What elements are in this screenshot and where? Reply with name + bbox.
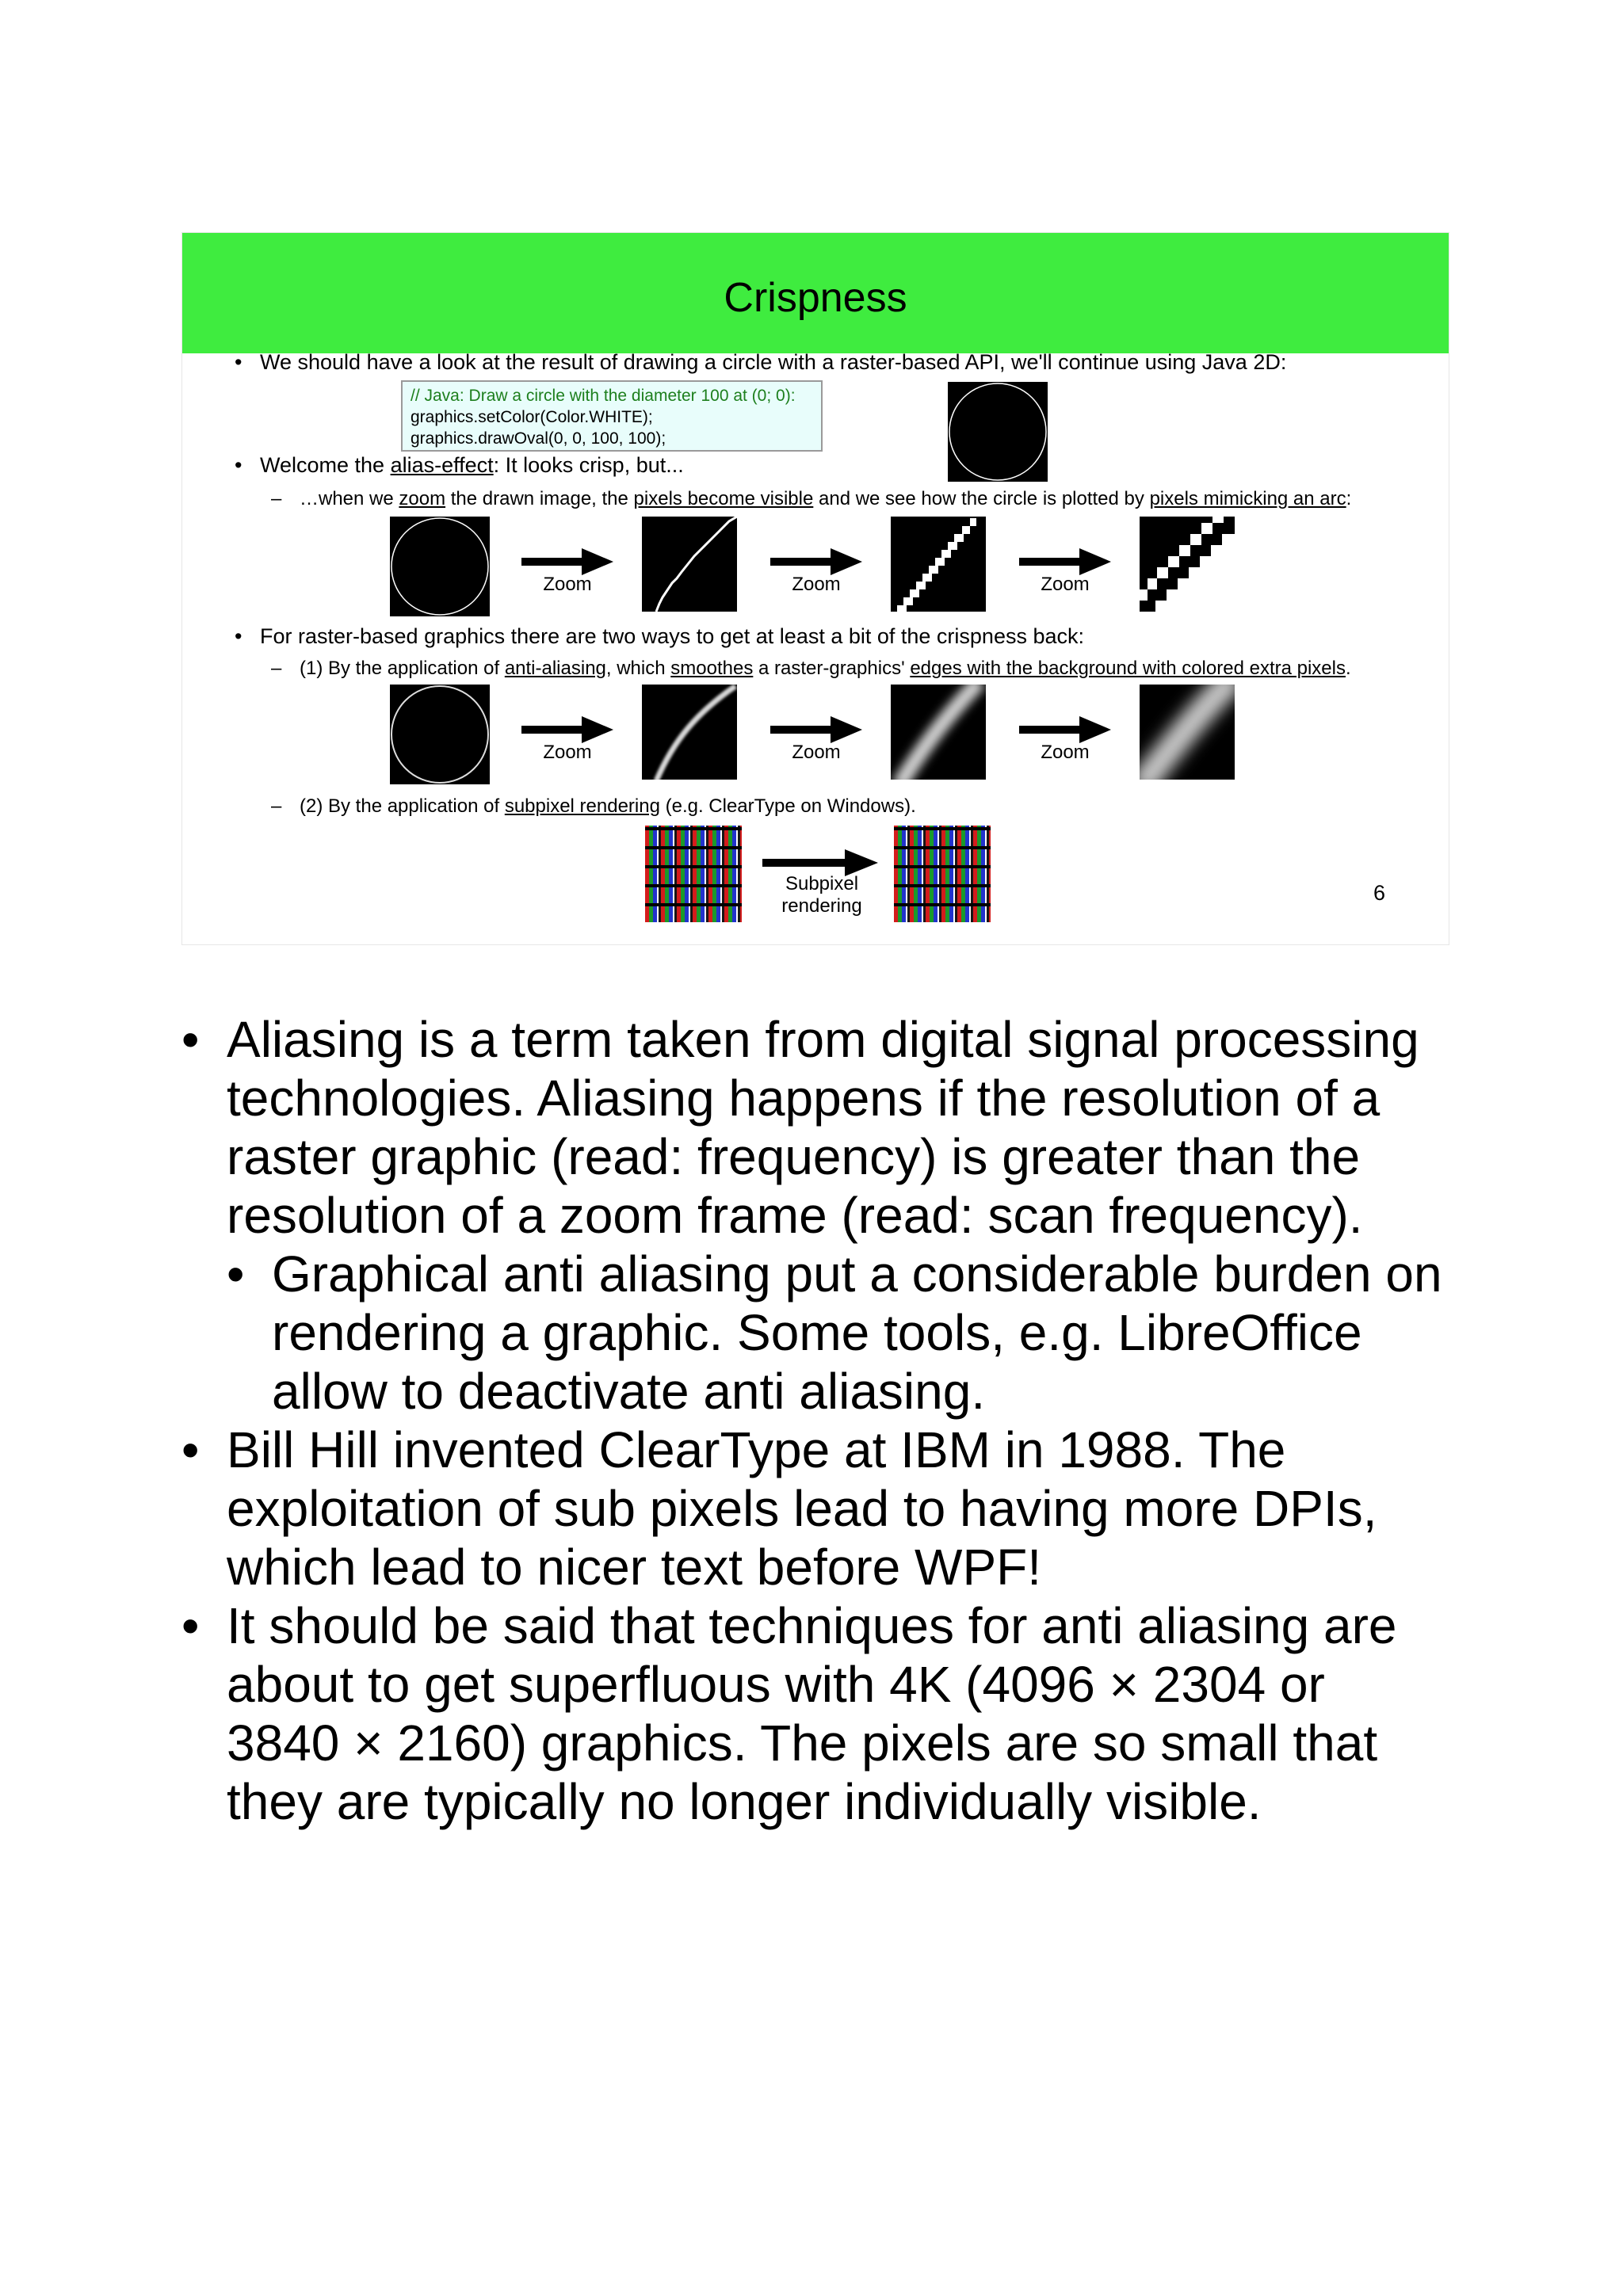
text: . xyxy=(1345,658,1351,679)
pixels-arc-link[interactable]: pixels mimicking an arc xyxy=(1149,488,1346,509)
edges-link[interactable]: edges with the background with colored extra pixels xyxy=(910,658,1346,679)
subpixel-grid-after-image xyxy=(894,826,991,922)
text: (2) By the application of xyxy=(300,795,505,817)
zoom-label: Zoom xyxy=(1041,574,1090,595)
speaker-notes xyxy=(181,1010,1449,1831)
text: : It looks crisp, but... xyxy=(493,453,684,477)
text: a raster-graphics' xyxy=(753,658,911,679)
code-comment: // Java: Draw a circle with the diameter 100 at (0; 0): xyxy=(411,387,796,405)
antialiased-zoom-3-image xyxy=(1140,685,1235,780)
anti-aliasing-link[interactable]: anti-aliasing xyxy=(504,658,606,679)
sub-bullet-subpixel xyxy=(300,795,916,818)
zoom-label: Zoom xyxy=(543,574,592,595)
text: : xyxy=(1346,488,1352,509)
aliased-zoom-1-image xyxy=(642,517,737,612)
slide-title: Crispness xyxy=(724,275,907,321)
aliased-circle-image xyxy=(390,517,490,616)
aliased-zoom-2-image xyxy=(891,517,986,612)
note-text: • It should be said that techniques for anti aliasing are about to get superfluous with 4K (4096 × 2304 or 3840 × 2160) graphics. The pixels are so small that they are typically no longer individually visible. xyxy=(227,1597,1397,1830)
code-line-draw-oval: graphics.drawOval(0, 0, 100, 100); xyxy=(411,429,666,448)
note-anti-aliasing-burden xyxy=(227,1245,1449,1421)
zoom-arrow xyxy=(521,548,613,575)
bullet-drawing-circle: We should have a look at the result of drawing a circle with a raster-based API, we'll continue using Java 2D: xyxy=(260,350,1287,374)
note-text: • Bill Hill invented ClearType at IBM in 1988. The exploitation of sub pixels lead to having more DPIs, which lead to nicer text before WPF! xyxy=(227,1421,1377,1596)
zoom-label: Zoom xyxy=(543,742,592,763)
antialiased-circle-image xyxy=(390,685,490,784)
code-line-set-color: graphics.setColor(Color.WHITE); xyxy=(411,408,653,426)
text: Welcome the xyxy=(260,453,391,477)
dash-marker: – xyxy=(271,658,282,679)
note-cleartype-history xyxy=(181,1421,1449,1596)
slide-page-number: 6 xyxy=(1373,881,1385,905)
zoom-arrow xyxy=(770,548,862,575)
text: (e.g. ClearType on Windows). xyxy=(659,795,916,817)
circle-image xyxy=(948,382,1048,482)
sub-bullet-anti-aliasing xyxy=(300,658,1351,680)
zoom-arrow xyxy=(1019,548,1111,575)
alias-effect-link[interactable]: alias-effect xyxy=(390,453,494,477)
subpixel-label-line-2: rendering xyxy=(781,895,862,917)
dash-marker: – xyxy=(271,795,282,817)
slide-thumbnail xyxy=(181,232,1449,945)
text: …when we xyxy=(300,488,399,509)
bullet-alias-effect xyxy=(260,453,684,478)
smoothes-link[interactable]: smoothes xyxy=(670,658,754,679)
bullet-marker: • xyxy=(235,350,242,374)
antialiased-zoom-1-image xyxy=(642,685,737,780)
zoom-arrow xyxy=(1019,716,1111,743)
zoom-label: Zoom xyxy=(1041,742,1090,763)
note-text: • Aliasing is a term taken from digital signal processing technologies. Aliasing happens if the resolution of a raster graphic (read: frequency) is greater than the resolution of a zoom frame (read: scan frequency). xyxy=(227,1011,1419,1244)
code-box xyxy=(401,380,823,452)
zoom-label: Zoom xyxy=(792,742,841,763)
bullet-crispness-back: For raster-based graphics there are two ways to get at least a bit of the crispness back: xyxy=(260,624,1085,648)
bullet-marker: • xyxy=(235,453,242,477)
subpixel-label-line-1: Subpixel xyxy=(785,873,859,894)
subpixel-label xyxy=(778,873,865,917)
pixels-visible-link[interactable]: pixels become visible xyxy=(633,488,814,509)
zoom-link[interactable]: zoom xyxy=(399,488,446,509)
subpixel-arrow xyxy=(762,849,878,876)
zoom-arrow xyxy=(521,716,613,743)
note-text: • Graphical anti aliasing put a considerable burden on rendering a graphic. Some tools, e.g. LibreOffice allow to deactivate anti aliasing. xyxy=(272,1245,1442,1420)
text: and we see how the circle is plotted by xyxy=(813,488,1150,509)
text: , which xyxy=(605,658,671,679)
subpixel-rendering-link[interactable]: subpixel rendering xyxy=(504,795,660,817)
slide-header xyxy=(182,233,1449,353)
zoom-label: Zoom xyxy=(792,574,841,595)
text: (1) By the application of xyxy=(300,658,505,679)
aliased-zoom-3-image xyxy=(1140,517,1235,612)
dash-marker: – xyxy=(271,488,282,509)
antialiased-zoom-2-image xyxy=(891,685,986,780)
bullet-marker: • xyxy=(235,624,242,648)
zoom-arrow xyxy=(770,716,862,743)
text: the drawn image, the xyxy=(445,488,634,509)
note-4k-graphics xyxy=(181,1596,1449,1831)
subpixel-grid-before-image xyxy=(645,826,742,922)
note-aliasing-definition xyxy=(181,1010,1449,1245)
sub-bullet-zoom xyxy=(300,488,1351,510)
